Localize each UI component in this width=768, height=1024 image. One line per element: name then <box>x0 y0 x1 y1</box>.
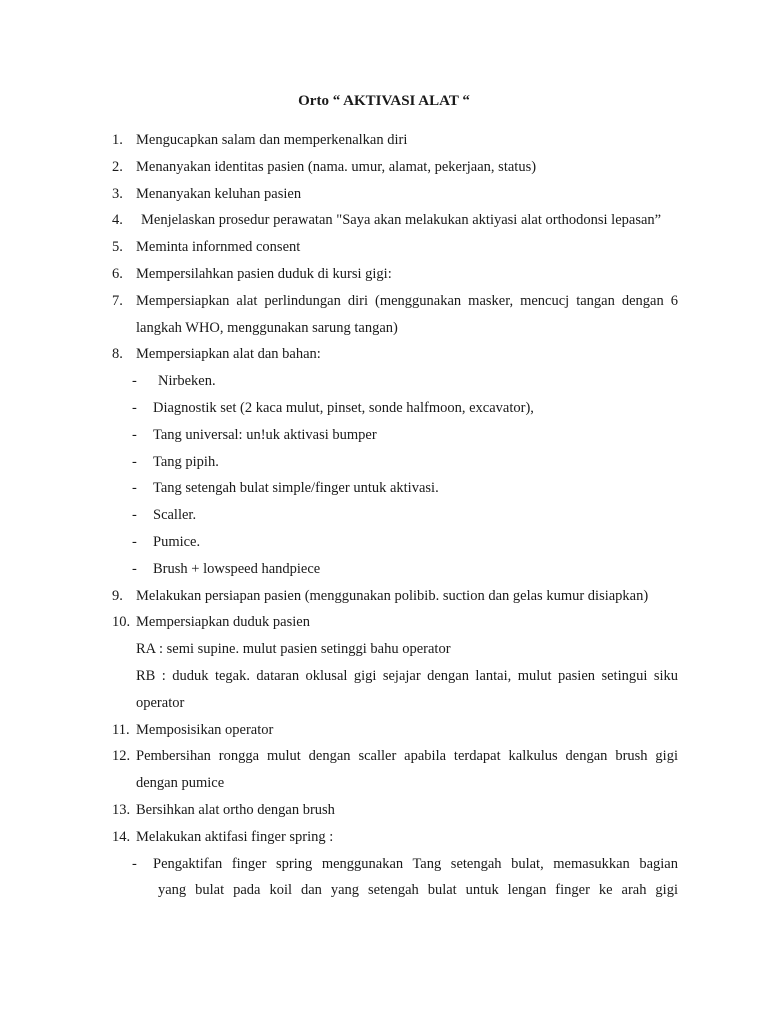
list-text: Bersihkan alat ortho dengan brush <box>136 801 335 818</box>
position-rb-text: RB : duduk tegak. dataran oklusal gigi sejajar dengan lantai, mulut pasien setingui siku operator <box>136 667 678 711</box>
tool-item <box>112 502 678 529</box>
list-text: Mempersilahkan pasien duduk di kursi gigi: <box>136 265 392 282</box>
list-item <box>112 234 678 261</box>
dash-bullet: - <box>132 426 137 443</box>
finger-step-line-1: Pengaktifan finger spring menggunakan Tang setengah bulat, memasukkan bagian <box>153 855 678 872</box>
tool-item <box>112 395 678 422</box>
list-item <box>112 207 678 234</box>
list-text: Menjelaskan prosedur perawatan "Saya akan melakukan aktiyasi alat orthodonsi lepasan” <box>141 212 662 229</box>
tool-item <box>112 529 678 556</box>
list-number: 3. <box>112 185 123 202</box>
finger-step-item <box>112 851 678 905</box>
tool-item <box>112 475 678 502</box>
list-number: 10. <box>112 614 131 631</box>
list-text: Mempersiapkan alat dan bahan: <box>136 346 321 363</box>
dash-bullet: - <box>132 399 137 416</box>
list-text: Mempersiapkan alat perlindungan diri (menggunakan masker, mencucj tangan dengan 6 langkah WHO, menggunakan sarung tangan) <box>136 292 678 336</box>
tool-text: Pumice. <box>153 533 201 550</box>
tool-item <box>112 422 678 449</box>
list-number: 9. <box>112 587 123 604</box>
tool-text: Scaller. <box>153 507 197 524</box>
list-item <box>112 609 678 636</box>
list-number: 5. <box>112 239 123 256</box>
tool-text: Tang universal: un!uk aktivasi bumper <box>153 426 377 443</box>
list-item <box>112 743 678 797</box>
list-text: Mengucapkan salam dan memperkenalkan diri <box>136 132 408 148</box>
list-item <box>112 717 678 744</box>
list-item <box>112 824 678 851</box>
list-item <box>112 181 678 208</box>
tool-text: Brush + lowspeed handpiece <box>153 560 321 577</box>
list-item <box>112 341 678 368</box>
list-number: 14. <box>112 828 131 845</box>
list-number: 2. <box>112 158 123 175</box>
list-text: Melakukan aktifasi finger spring : <box>136 828 334 845</box>
list-number: 7. <box>112 292 123 309</box>
list-item <box>112 127 678 154</box>
tool-text: Tang pipih. <box>153 453 219 470</box>
dash-bullet: - <box>132 507 137 524</box>
tool-text: Nirbeken. <box>158 373 216 390</box>
finger-step-line-2: yang bulat pada koil dan yang setengah bulat untuk lengan finger ke arah gigi <box>158 882 678 899</box>
list-number: 4. <box>112 212 123 229</box>
list-number: 1. <box>112 132 123 148</box>
tool-item <box>112 449 678 476</box>
list-text: Pembersihan rongga mulut dengan scaller apabila terdapat kalkulus dengan brush gigi dengan pumice <box>136 748 678 792</box>
dash-bullet: - <box>132 560 137 577</box>
dash-bullet: - <box>132 373 137 390</box>
list-item <box>112 797 678 824</box>
list-number: 11. <box>112 721 130 738</box>
list-number: 13. <box>112 801 131 818</box>
dash-bullet: - <box>132 480 137 497</box>
list-text: Meminta infornmed consent <box>136 239 301 256</box>
tool-text: Tang setengah bulat simple/finger untuk aktivasi. <box>153 480 439 497</box>
list-item <box>112 288 678 342</box>
tool-item <box>112 368 678 395</box>
tool-item <box>112 556 678 583</box>
list-text: Menanyakan identitas pasien (nama. umur, alamat, pekerjaan, status) <box>136 158 537 175</box>
procedure-list <box>112 127 678 904</box>
document-title: Orto “ AKTIVASI ALAT “ <box>298 93 470 109</box>
dash-bullet: - <box>132 453 137 470</box>
list-item <box>112 261 678 288</box>
list-item <box>112 583 678 610</box>
position-ra <box>112 636 678 663</box>
dash-bullet: - <box>132 533 137 550</box>
position-rb <box>112 663 678 717</box>
list-number: 6. <box>112 265 123 282</box>
list-text: Memposisikan operator <box>136 721 274 738</box>
dash-bullet: - <box>132 855 137 872</box>
tool-text: Diagnostik set (2 kaca mulut, pinset, sonde halfmoon, excavator), <box>153 399 534 416</box>
list-item <box>112 154 678 181</box>
list-number: 12. <box>112 748 131 765</box>
list-text: Melakukan persiapan pasien (menggunakan polibib. suction dan gelas kumur disiapkan) <box>136 587 649 604</box>
list-text: Mempersiapkan duduk pasien <box>136 614 310 631</box>
position-ra-text: RA : semi supine. mulut pasien setinggi bahu operator <box>136 641 451 658</box>
list-number: 8. <box>112 346 123 363</box>
list-text: Menanyakan keluhan pasien <box>136 185 302 202</box>
